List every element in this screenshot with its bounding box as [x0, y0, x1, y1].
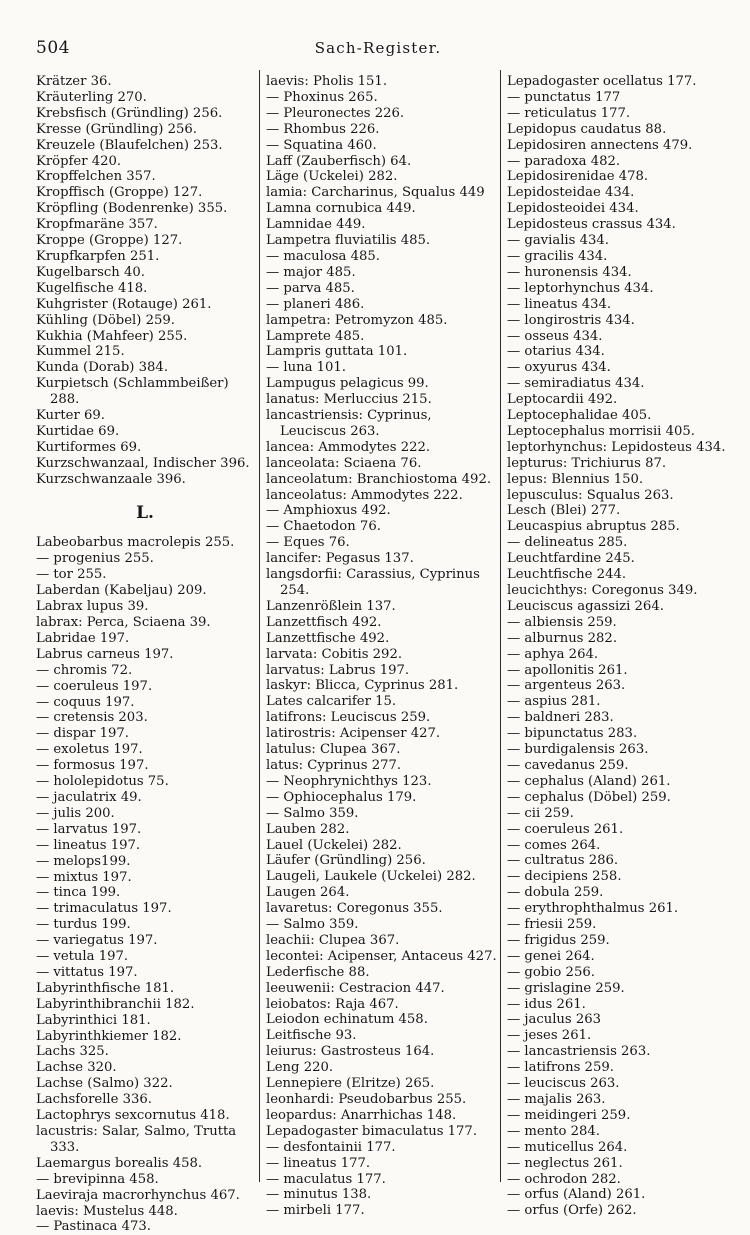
index-entry: — Squatina 460.: [266, 137, 377, 153]
index-entry: — meidingeri 259.: [507, 1107, 631, 1123]
index-entry: — chromis 72.: [36, 662, 133, 678]
index-entry: Kummel 215.: [36, 344, 125, 360]
index-entry: Kukhia (Mahfeer) 255.: [36, 328, 188, 344]
index-entry: Laeviraja macrorhynchus 467.: [36, 1187, 240, 1203]
letter-heading-l: L.: [136, 502, 154, 523]
index-entry: Lesch (Blei) 277.: [507, 503, 621, 519]
index-entry: — cavedanus 259.: [507, 757, 629, 773]
index-entry: Leuchtfardine 245.: [507, 551, 635, 567]
index-entry: Labyrinthfische 181.: [36, 980, 175, 996]
index-entry: laevis: Mustelus 448.: [36, 1203, 178, 1219]
index-entry: latulus: Clupea 367.: [266, 742, 401, 758]
index-entry: — cii 259.: [507, 805, 574, 821]
index-entry: — semiradiatus 434.: [507, 376, 645, 392]
index-entry: Kunda (Dorab) 384.: [36, 360, 169, 376]
index-entry: leopardus: Anarrhichas 148.: [266, 1107, 457, 1123]
index-entry: — Salmo 359.: [266, 805, 359, 821]
index-entry: Kurzschwanzaal, Indischer 396.: [36, 455, 250, 471]
index-entry: — cretensis 203.: [36, 710, 148, 726]
index-entry: Lachsforelle 336.: [36, 1092, 152, 1108]
index-entry: — luna 101.: [266, 360, 347, 376]
index-entry: Kurzschwanzaale 396.: [36, 471, 186, 487]
index-entry: — Phoxinus 265.: [266, 89, 378, 105]
index-entry: leeuwenii: Cestracion 447.: [266, 980, 445, 996]
index-entry: — Amphioxus 492.: [266, 503, 391, 519]
index-entry: — lineatus 434.: [507, 296, 612, 312]
index-entry: — genei 264.: [507, 948, 595, 964]
index-entry: larvatus: Labrus 197.: [266, 662, 410, 678]
index-entry: Labyrinthibranchii 182.: [36, 996, 195, 1012]
index-entry: — melops199.: [36, 853, 131, 869]
index-entry: Kurpietsch (Schlammbeißer) 288.: [36, 376, 229, 408]
index-entry: Kropffelchen 357.: [36, 169, 156, 185]
index-entry: lavaretus: Coregonus 355.: [266, 901, 443, 917]
index-entry: Leptocephalus morrisii 405.: [507, 423, 695, 439]
index-entry: Lachse (Salmo) 322.: [36, 1076, 173, 1092]
index-entry: Kresse (Gründling) 256.: [36, 121, 197, 137]
index-entry: — tor 255.: [36, 567, 107, 583]
index-entry: — cephalus (Aland) 261.: [507, 773, 671, 789]
index-entry: — cephalus (Döbel) 259.: [507, 789, 671, 805]
index-entry: larvata: Cobitis 292.: [266, 646, 403, 662]
index-entry: Kröpfer 420.: [36, 153, 122, 169]
index-entry: — coquus 197.: [36, 694, 135, 710]
index-entry: — formosus 197.: [36, 758, 149, 774]
index-entry: — orfus (Orfe) 262.: [507, 1203, 637, 1219]
index-entry: — delineatus 285.: [507, 535, 628, 551]
index-entry: Kröpfling (Bodenrenke) 355.: [36, 201, 228, 217]
index-entry: Lates calcarifer 15.: [266, 694, 397, 710]
index-entry: Labeobarbus macrolepis 255.: [36, 535, 235, 551]
index-entry: Labyrinthkiemer 182.: [36, 1028, 182, 1044]
index-entry: — progenius 255.: [36, 551, 154, 567]
index-entry: — aphya 264.: [507, 646, 599, 662]
index-entry: Lepadogaster bimaculatus 177.: [266, 1123, 478, 1139]
index-entry: labrax: Perca, Sciaena 39.: [36, 615, 211, 630]
index-entry: lanceolatum: Branchiostoma 492.: [266, 471, 492, 487]
index-entry: — jaculatrix 49.: [36, 789, 142, 805]
index-entry: — Eques 76.: [266, 535, 350, 551]
index-entry: lacustris: Salar, Salmo, Trutta 333.: [36, 1124, 237, 1155]
index-entry: Leuchtfische 244.: [507, 567, 627, 583]
index-entry: — burdigalensis 263.: [507, 742, 649, 758]
index-entry: — friesii 259.: [507, 917, 597, 933]
index-entry: lanatus: Merluccius 215.: [266, 392, 432, 408]
index-entry: lanceolata: Sciaena 76.: [266, 455, 422, 471]
index-entry: — maculatus 177.: [266, 1171, 386, 1187]
index-entry: — frigidus 259.: [507, 932, 610, 948]
index-entry: — lancastriensis 263.: [507, 1044, 651, 1060]
index-entry: — gracilis 434.: [507, 248, 608, 264]
index-entry: — brevipinna 458.: [36, 1171, 159, 1187]
index-entry: Leptocephalidae 405.: [507, 408, 652, 424]
index-entry: — trimaculatus 197.: [36, 901, 172, 917]
index-entry: Labrax lupus 39.: [36, 599, 149, 615]
index-entry: Leucaspius abruptus 285.: [507, 519, 680, 535]
index-entry: — dobula 259.: [507, 885, 604, 901]
index-entry: — muticellus 264.: [507, 1139, 628, 1155]
index-entry: — dispar 197.: [36, 726, 129, 742]
index-entry: Lennepiere (Elritze) 265.: [266, 1076, 435, 1092]
index-entry: — longirostris 434.: [507, 312, 635, 328]
index-entry: — orfus (Aland) 261.: [507, 1187, 646, 1203]
running-title: Sach-Register.: [314, 39, 442, 57]
index-entry: Kühling (Döbel) 259.: [36, 312, 175, 328]
page-number: 504: [36, 38, 70, 58]
index-entry: Lampetra fluviatilis 485.: [266, 233, 431, 249]
index-entry: — Neophrynichthys 123.: [266, 773, 432, 789]
index-entry: Lanzettfisch 492.: [266, 614, 382, 630]
index-entry: — latifrons 259.: [507, 1060, 614, 1076]
index-entry: Kurtiformes 69.: [36, 439, 142, 455]
index-entry: — Pleuronectes 226.: [266, 105, 405, 121]
index-entry: leiobatos: Raja 467.: [266, 996, 399, 1012]
column-1-entries-k: [36, 74, 254, 488]
index-entry: Lepidosteus crassus 434.: [507, 217, 676, 233]
index-entry: langsdorfii: Carassius, Cyprinus 254.: [266, 567, 480, 598]
index-entry: lancifer: Pegasus 137.: [266, 551, 414, 567]
index-entry: Lactophrys sexcornutus 418.: [36, 1108, 230, 1124]
index-entry: — decipiens 258.: [507, 869, 622, 885]
index-entry: — jeses 261.: [507, 1028, 592, 1044]
index-entry: lamia: Carcharinus, Squalus 449: [266, 185, 485, 201]
index-entry: — minutus 138.: [266, 1187, 372, 1203]
index-entry: — planeri 486.: [266, 296, 365, 312]
index-entry: — mento 284.: [507, 1123, 600, 1139]
index-entry: — variegatus 197.: [36, 933, 158, 949]
index-entry: Lepidosiren annectens 479.: [507, 137, 693, 153]
index-entry: — gavialis 434.: [507, 233, 609, 249]
index-entry: lepusculus: Squalus 263.: [507, 487, 674, 503]
index-entry: Lamna cornubica 449.: [266, 201, 416, 217]
index-column-1: [36, 74, 254, 1235]
index-entry: lanceolatus: Ammodytes 222.: [266, 487, 463, 503]
index-entry: Labridae 197.: [36, 630, 130, 646]
index-entry: — bipunctatus 283.: [507, 726, 638, 742]
index-entry: — aspius 281.: [507, 694, 601, 710]
index-entry: — leptorhynchus 434.: [507, 280, 654, 296]
index-entry: Kräuterling 270.: [36, 89, 147, 105]
index-entry: Laff (Zauberfisch) 64.: [266, 153, 412, 169]
index-entry: — comes 264.: [507, 837, 601, 853]
index-entry: — gobio 256.: [507, 964, 595, 980]
index-entry: — grislagine 259.: [507, 980, 625, 996]
index-entry: Kropfmaräne 357.: [36, 217, 158, 233]
index-entry: — parva 485.: [266, 280, 355, 296]
page-header: [36, 38, 720, 62]
index-entry: leptorhynchus: Lepidosteus 434.: [507, 439, 726, 455]
index-entry: Leuciscus agassizi 264.: [507, 598, 664, 614]
index-entry: Kurter 69.: [36, 408, 105, 424]
index-entry: — oxyurus 434.: [507, 360, 611, 376]
index-entry: lancea: Ammodytes 222.: [266, 439, 431, 455]
index-entry: Laemargus borealis 458.: [36, 1155, 203, 1171]
index-entry: — reticulatus 177.: [507, 105, 631, 121]
index-entry: Lepidosteidae 434.: [507, 185, 635, 201]
index-entry: — Rhombus 226.: [266, 121, 380, 137]
index-entry: leonhardi: Pseudobarbus 255.: [266, 1092, 467, 1107]
index-entry: Läufer (Gründling) 256.: [266, 853, 426, 869]
column-rule-right: [500, 70, 501, 1182]
index-entry: Lanzettfische 492.: [266, 630, 390, 646]
index-entry: Lepadogaster ocellatus 177.: [507, 74, 697, 89]
index-entry: lepus: Blennius 150.: [507, 471, 644, 487]
index-entry: laevis: Pholis 151.: [266, 74, 388, 89]
index-entry: Lauben 282.: [266, 821, 350, 837]
index-entry: Leitfische 93.: [266, 1028, 357, 1044]
column-rule-left: [259, 70, 260, 1182]
index-entry: Kugelfische 418.: [36, 280, 148, 296]
index-entry: — idus 261.: [507, 996, 586, 1012]
index-entry: Laugen 264.: [266, 885, 350, 901]
index-entry: — mixtus 197.: [36, 869, 132, 885]
index-entry: Laberdan (Kabeljau) 209.: [36, 583, 207, 599]
index-entry: — paradoxa 482.: [507, 153, 621, 169]
index-entry: — baldneri 283.: [507, 710, 614, 726]
index-entry: Kropffisch (Groppe) 127.: [36, 185, 203, 201]
index-entry: — majalis 263.: [507, 1092, 606, 1107]
index-entry: Lepidopus caudatus 88.: [507, 121, 667, 137]
index-entry: — alburnus 282.: [507, 630, 618, 646]
index-entry: Lepidosirenidae 478.: [507, 169, 649, 185]
index-entry: Krebsfisch (Gründling) 256.: [36, 105, 223, 121]
index-entry: lepturus: Trichiurus 87.: [507, 455, 667, 471]
column-1-entries-l: [36, 535, 254, 1235]
index-entry: — coeruleus 261.: [507, 821, 624, 837]
index-entry: — exoletus 197.: [36, 742, 143, 758]
index-entry: leachii: Clupea 367.: [266, 932, 400, 948]
index-entry: Läge (Uckelei) 282.: [266, 169, 398, 185]
index-entry: — desfontainii 177.: [266, 1139, 396, 1155]
index-entry: Krupfkarpfen 251.: [36, 248, 160, 264]
index-entry: — hololepidotus 75.: [36, 774, 169, 790]
index-entry: Krätzer 36.: [36, 74, 112, 89]
index-entry: — Pastinaca 473.: [36, 1219, 151, 1235]
index-entry: — argenteus 263.: [507, 678, 626, 694]
index-entry: Kuhgrister (Rotauge) 261.: [36, 296, 212, 312]
index-entry: Kroppe (Groppe) 127.: [36, 233, 183, 249]
index-entry: — albiensis 259.: [507, 614, 617, 630]
index-entry: — julis 200.: [36, 805, 115, 821]
index-entry: — leuciscus 263.: [507, 1076, 620, 1092]
index-entry: Kugelbarsch 40.: [36, 264, 145, 280]
index-column-3: [507, 74, 739, 1219]
index-entry: Kreuzele (Blaufelchen) 253.: [36, 137, 223, 153]
index-entry: Lachse 320.: [36, 1060, 117, 1076]
index-entry: — lineatus 197.: [36, 837, 141, 853]
index-entry: — larvatus 197.: [36, 821, 142, 837]
index-column-2: [266, 74, 497, 1219]
index-entry: Lachs 325.: [36, 1044, 109, 1060]
index-entry: leiurus: Gastrosteus 164.: [266, 1044, 435, 1060]
index-entry: — punctatus 177: [507, 89, 621, 105]
index-entry: Labyrinthici 181.: [36, 1012, 151, 1028]
index-entry: lampetra: Petromyzon 485.: [266, 312, 448, 328]
index-entry: latifrons: Leuciscus 259.: [266, 710, 431, 726]
index-entry: — major 485.: [266, 264, 356, 280]
index-entry: — jaculus 263: [507, 1012, 602, 1028]
index-entry: lecontei: Acipenser, Antaceus 427.: [266, 948, 497, 964]
index-entry: — maculosa 485.: [266, 248, 380, 264]
index-entry: Lamnidae 449.: [266, 217, 366, 233]
index-entry: Leng 220.: [266, 1060, 334, 1076]
column-2-entries: [266, 74, 497, 1219]
index-entry: — Salmo 359.: [266, 917, 359, 933]
index-entry: latus: Cyprinus 277.: [266, 757, 402, 773]
index-entry: — vittatus 197.: [36, 964, 138, 980]
index-entry: — huronensis 434.: [507, 264, 632, 280]
column-3-entries: [507, 74, 739, 1219]
index-entry: — vetula 197.: [36, 949, 129, 965]
index-entry: Kurtidae 69.: [36, 423, 120, 439]
index-entry: Lanzenrößlein 137.: [266, 598, 396, 614]
index-entry: Lampris guttata 101.: [266, 344, 408, 360]
index-entry: Lepidosteoidei 434.: [507, 201, 639, 217]
index-entry: — lineatus 177.: [266, 1155, 371, 1171]
index-entry: — ochrodon 282.: [507, 1171, 621, 1187]
index-entry: — erythrophthalmus 261.: [507, 901, 679, 917]
index-entry: Leptocardii 492.: [507, 392, 618, 408]
index-entry: — apollonitis 261.: [507, 662, 628, 678]
index-entry: Lamprete 485.: [266, 328, 365, 344]
index-entry: — tinca 199.: [36, 885, 121, 901]
index-entry: — neglectus 261.: [507, 1155, 623, 1171]
index-entry: Lauel (Uckelei) 282.: [266, 837, 402, 853]
index-entry: Lampugus pelagicus 99.: [266, 376, 429, 392]
index-entry: lancastriensis: Cyprinus, Leuciscus 263.: [266, 408, 432, 439]
index-entry: — Ophiocephalus 179.: [266, 789, 417, 805]
index-entry: Lederfische 88.: [266, 964, 370, 980]
index-entry: — osseus 434.: [507, 328, 603, 344]
index-entry: — Chaetodon 76.: [266, 519, 381, 535]
index-entry: — otarius 434.: [507, 344, 605, 360]
index-entry: laskyr: Blicca, Cyprinus 281.: [266, 678, 459, 694]
index-entry: Labrus carneus 197.: [36, 646, 174, 662]
index-entry: — cultratus 286.: [507, 853, 619, 869]
index-entry: — coeruleus 197.: [36, 678, 153, 694]
index-entry: leucichthys: Coregonus 349.: [507, 583, 698, 598]
index-entry: — turdus 199.: [36, 917, 131, 933]
index-entry: Laugeli, Laukele (Uckelei) 282.: [266, 869, 476, 885]
index-entry: Leiodon echinatum 458.: [266, 1012, 428, 1028]
index-entry: — mirbeli 177.: [266, 1203, 365, 1219]
index-entry: latirostris: Acipenser 427.: [266, 726, 441, 742]
